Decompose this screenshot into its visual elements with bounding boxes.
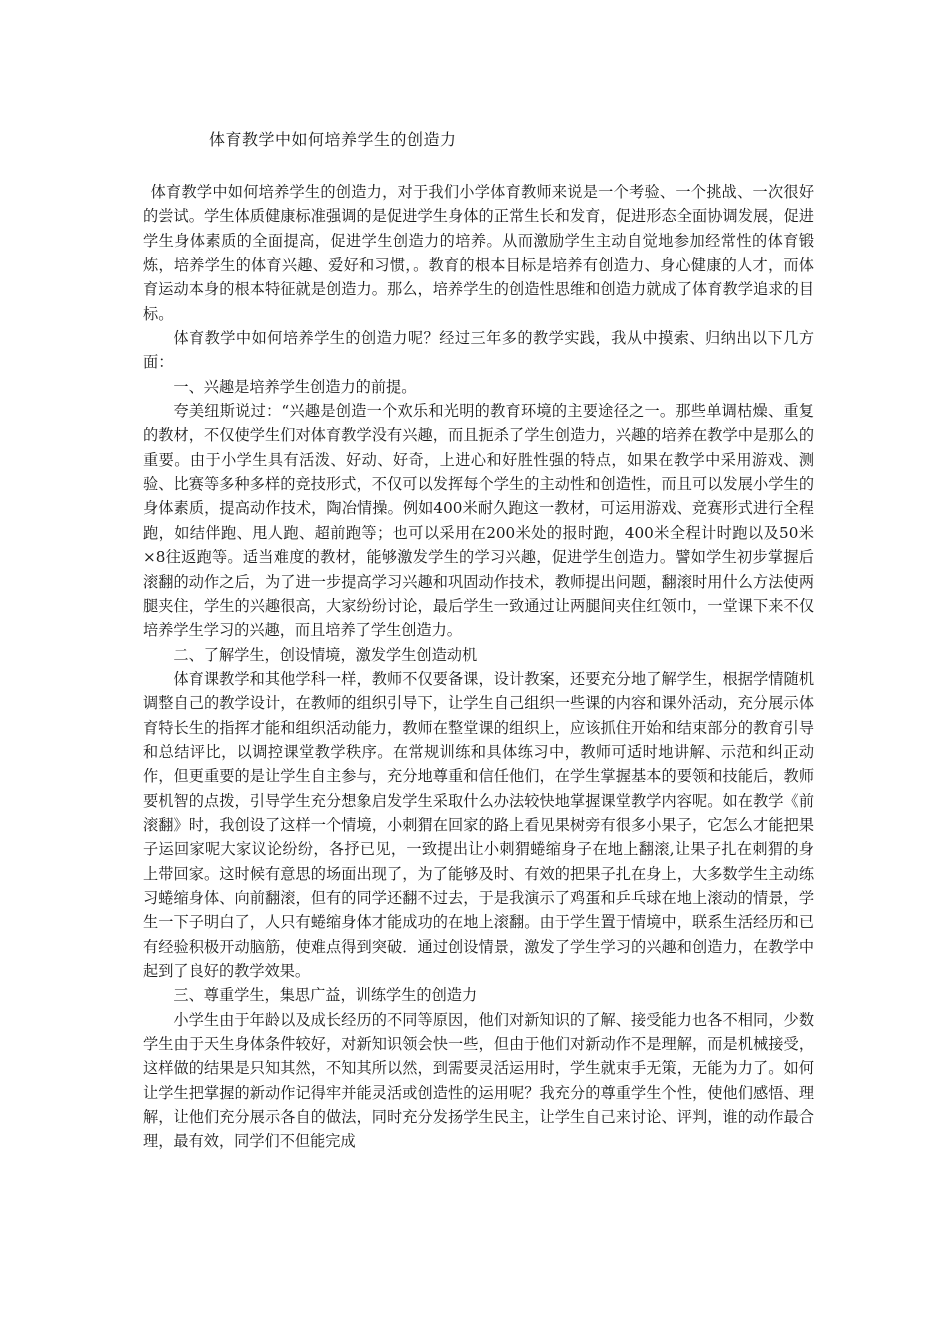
paragraph-overview: 体育教学中如何培养学生的创造力呢？经过三年多的教学实践，我从中摸索、归纳出以下几方面： xyxy=(143,329,814,372)
paragraph-section-2: 体育课教学和其他学科一样，教师不仅要备课，设计教案，还要充分地了解学生，根据学情随机调整自己的教学设计，在教师的组织引导下，让学生自己组织一些课的内容和课外活动，充分展示体育特长生的指挥才能和组织活动能力，教师在整堂课的组织上，应该抓住开始和结束部分的教育引导和总结评比，以调控课堂教学秩序。在常规训练和具体练习中，教师可适时地讲解、示范和纠正动作，但更重要的是让学生自主参与，充分地尊重和信任他们，在学生掌握基本的要领和技能后，教师要机智的点拨，引导学生充分想象启发学生采取什么办法较快地掌握课堂教学内容呢。如在教学《前滚翻》时，我创设了这样一个情境，小刺猬在回家的路上看见果树旁有很多小果子，它怎么才能把果子运回家呢大家议论纷纷，各抒已见，一致提出让小刺猬蜷缩身子在地上翻滚,让果子扎在刺猬的身上带回家。这时候有意思的场面出现了，为了能够及时、有效的把果子扎在身上，大多数学生主动练习蜷缩身体、向前翻滚，但有的同学还翻不过去，于是我演示了鸡蛋和乒乓球在地上滚动的情景，学生一下子明白了，人只有蜷缩身体才能成功的在地上滚翻。由于学生置于情境中，联系生活经历和已有经验积极开动脑筋，使难点得到突破．通过创设情景，激发了学生学习的兴趣和创造力，在教学中起到了良好的教学效果。 xyxy=(143,669,814,980)
section-heading-2: 二、了解学生，创设情境，激发学生创造动机 xyxy=(173,645,478,664)
paragraph-section-3: 小学生由于年龄以及成长经历的不同等原因，他们对新知识的了解、接受能力也各不相同，少数学生由于天生身体条件较好，对新知识领会快一些，但由于他们对新动作不是理解，而是机械接受，这样做的结果是只知其然，不知其所以然，到需要灵活运用时，学生就束手无策，无能为力了。如何让学生把掌握的新动作记得牢并能灵活或创造性的运用呢？我充分的尊重学生个性，使他们感悟、理解，让他们充分展示各自的做法，同时充分发扬学生民主，让学生自己来讨论、评判，谁的动作最合理，最有效，同学们不但能完成 xyxy=(143,1010,814,1151)
section-heading-1: 一、兴趣是培养学生创造力的前提。 xyxy=(173,377,417,396)
document-body xyxy=(143,180,814,1154)
section-heading-3: 三、尊重学生，集思广益，训练学生的创造力 xyxy=(173,986,478,1005)
paragraph-section-1: 夸美纽斯说过：“兴趣是创造一个欢乐和光明的教育环境的主要途径之一。那些单调枯燥、重复的教材，不仅使学生们对体育教学没有兴趣，而且扼杀了学生创造力，兴趣的培养在教学中是那么的重要。由于小学生具有活泼、好动、好奇，上进心和好胜性强的特点，如果在教学中采用游戏、测验、比赛等多种多样的竞技形式，不仅可以发挥每个学生的主动性和创造性，而且可以发展小学生的身体素质，提高动作技术，陶冶情操。例如400米耐久跑这一教材，可运用游戏、竞赛形式进行全程跑，如结伴跑、甩人跑、超前跑等；也可以采用在200米处的报时跑，400米全程计时跑以及50米×8往返跑等。适当难度的教材，能够激发学生的学习兴趣，促进学生创造力。譬如学生初步掌握后滚翻的动作之后，为了进一步提高学习兴趣和巩固动作技术，教师提出问题，翻滚时用什么方法使两腿夹住，学生的兴趣很高，大家纷纷讨论，最后学生一致通过让两腿间夹住红领巾，一堂课下来不仅培养学生学习的兴趣，而且培养了学生创造力。 xyxy=(143,402,814,640)
document-title: 体育教学中如何培养学生的创造力 xyxy=(209,130,457,149)
paragraph-intro: 体育教学中如何培养学生的创造力，对于我们小学体育教师来说是一个考验、一个挑战、一次很好的尝试。学生体质健康标准强调的是促进学生身体的正常生长和发育，促进形态全面协调发展，促进学生身体素质的全面提高，促进学生创造力的培养。从而激励学生主动自觉地参加经常性的体育锻炼，培养学生的体育兴趣、爱好和习惯，。教育的根本目标是培养有创造力、身心健康的人才，而体育运动本身的根本特征就是创造力。那么，培养学生的创造性思维和创造力就成了体育教学追求的目标。 xyxy=(143,183,814,323)
